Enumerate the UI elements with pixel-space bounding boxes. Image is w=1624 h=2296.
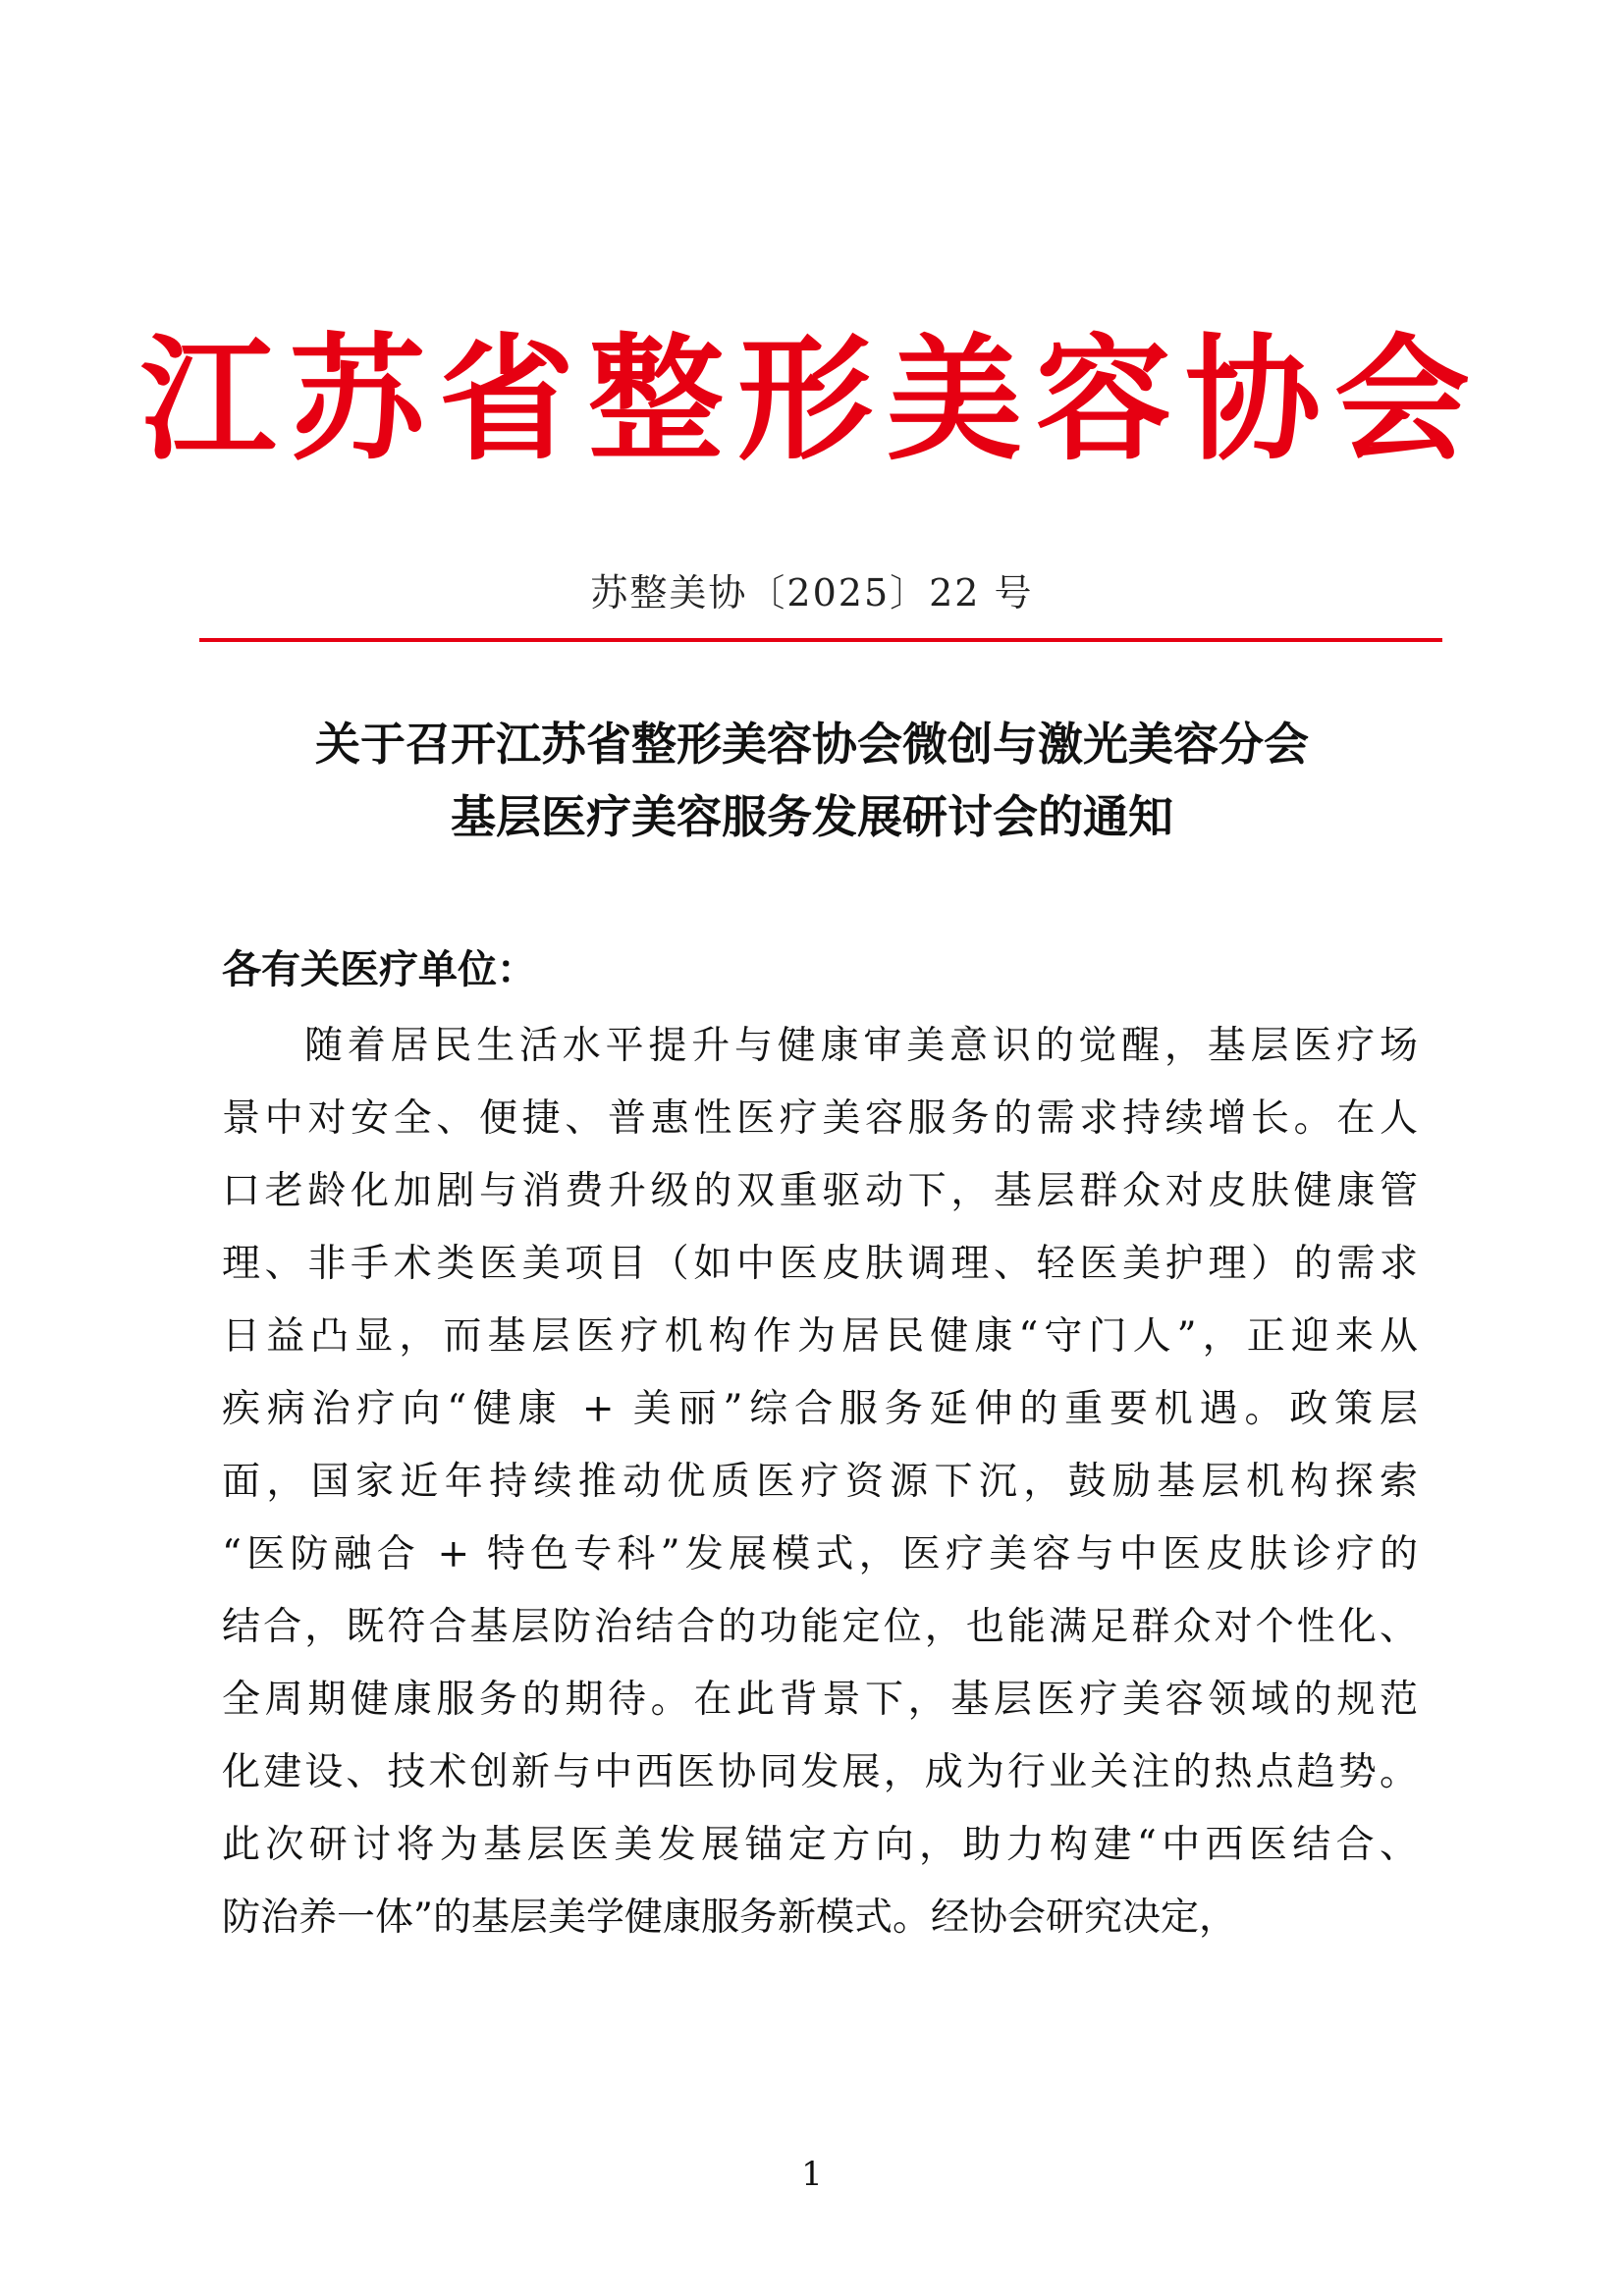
body-line: 理、非手术类医美项目（如中医皮肤调理、轻医美护理）的需求	[222, 1242, 1418, 1286]
body-line: 此次研讨将为基层医美发展锚定方向，助力构建“中西医结合、	[222, 1823, 1418, 1867]
body-line: 疾病治疗向“健康 + 美丽”综合服务延伸的重要机遇。政策层	[222, 1387, 1418, 1431]
letterhead-org-name: 江苏省整形美容协会	[139, 321, 1484, 479]
body-line: 结合，既符合基层防治结合的功能定位，也能满足群众对个性化、	[222, 1605, 1418, 1649]
body-line: 全周期健康服务的期待。在此背景下，基层医疗美容领域的规范	[222, 1678, 1418, 1722]
salutation: 各有关医疗单位：	[222, 947, 536, 992]
body-line: 面，国家近年持续推动优质医疗资源下沉，鼓励基层机构探索	[222, 1460, 1418, 1504]
document-number: 苏整美协〔2025〕22 号	[590, 571, 1034, 614]
document-title-line-2: 基层医疗美容服务发展研讨会的通知	[451, 790, 1173, 843]
document-title-line-1: 关于召开江苏省整形美容协会微创与激光美容分会	[315, 718, 1309, 771]
body-line: 随着居民生活水平提升与健康审美意识的觉醒，基层医疗场	[304, 1024, 1418, 1068]
body-line: 口老龄化加剧与消费升级的双重驱动下，基层群众对皮肤健康管	[222, 1169, 1418, 1213]
body-line: 化建设、技术创新与中西医协同发展，成为行业关注的热点趋势。	[222, 1750, 1418, 1794]
body-line: “医防融合 + 特色专科”发展模式，医疗美容与中医皮肤诊疗的	[222, 1532, 1418, 1576]
body-line: 日益凸显，而基层医疗机构作为居民健康“守门人”，正迎来从	[222, 1314, 1418, 1359]
body-line: 景中对安全、便捷、普惠性医疗美容服务的需求持续增长。在人	[222, 1096, 1418, 1141]
page-number: 1	[801, 2155, 823, 2194]
body-line: 防治养一体”的基层美学健康服务新模式。经协会研究决定，	[222, 1896, 1237, 1940]
letterhead-divider	[199, 638, 1442, 642]
